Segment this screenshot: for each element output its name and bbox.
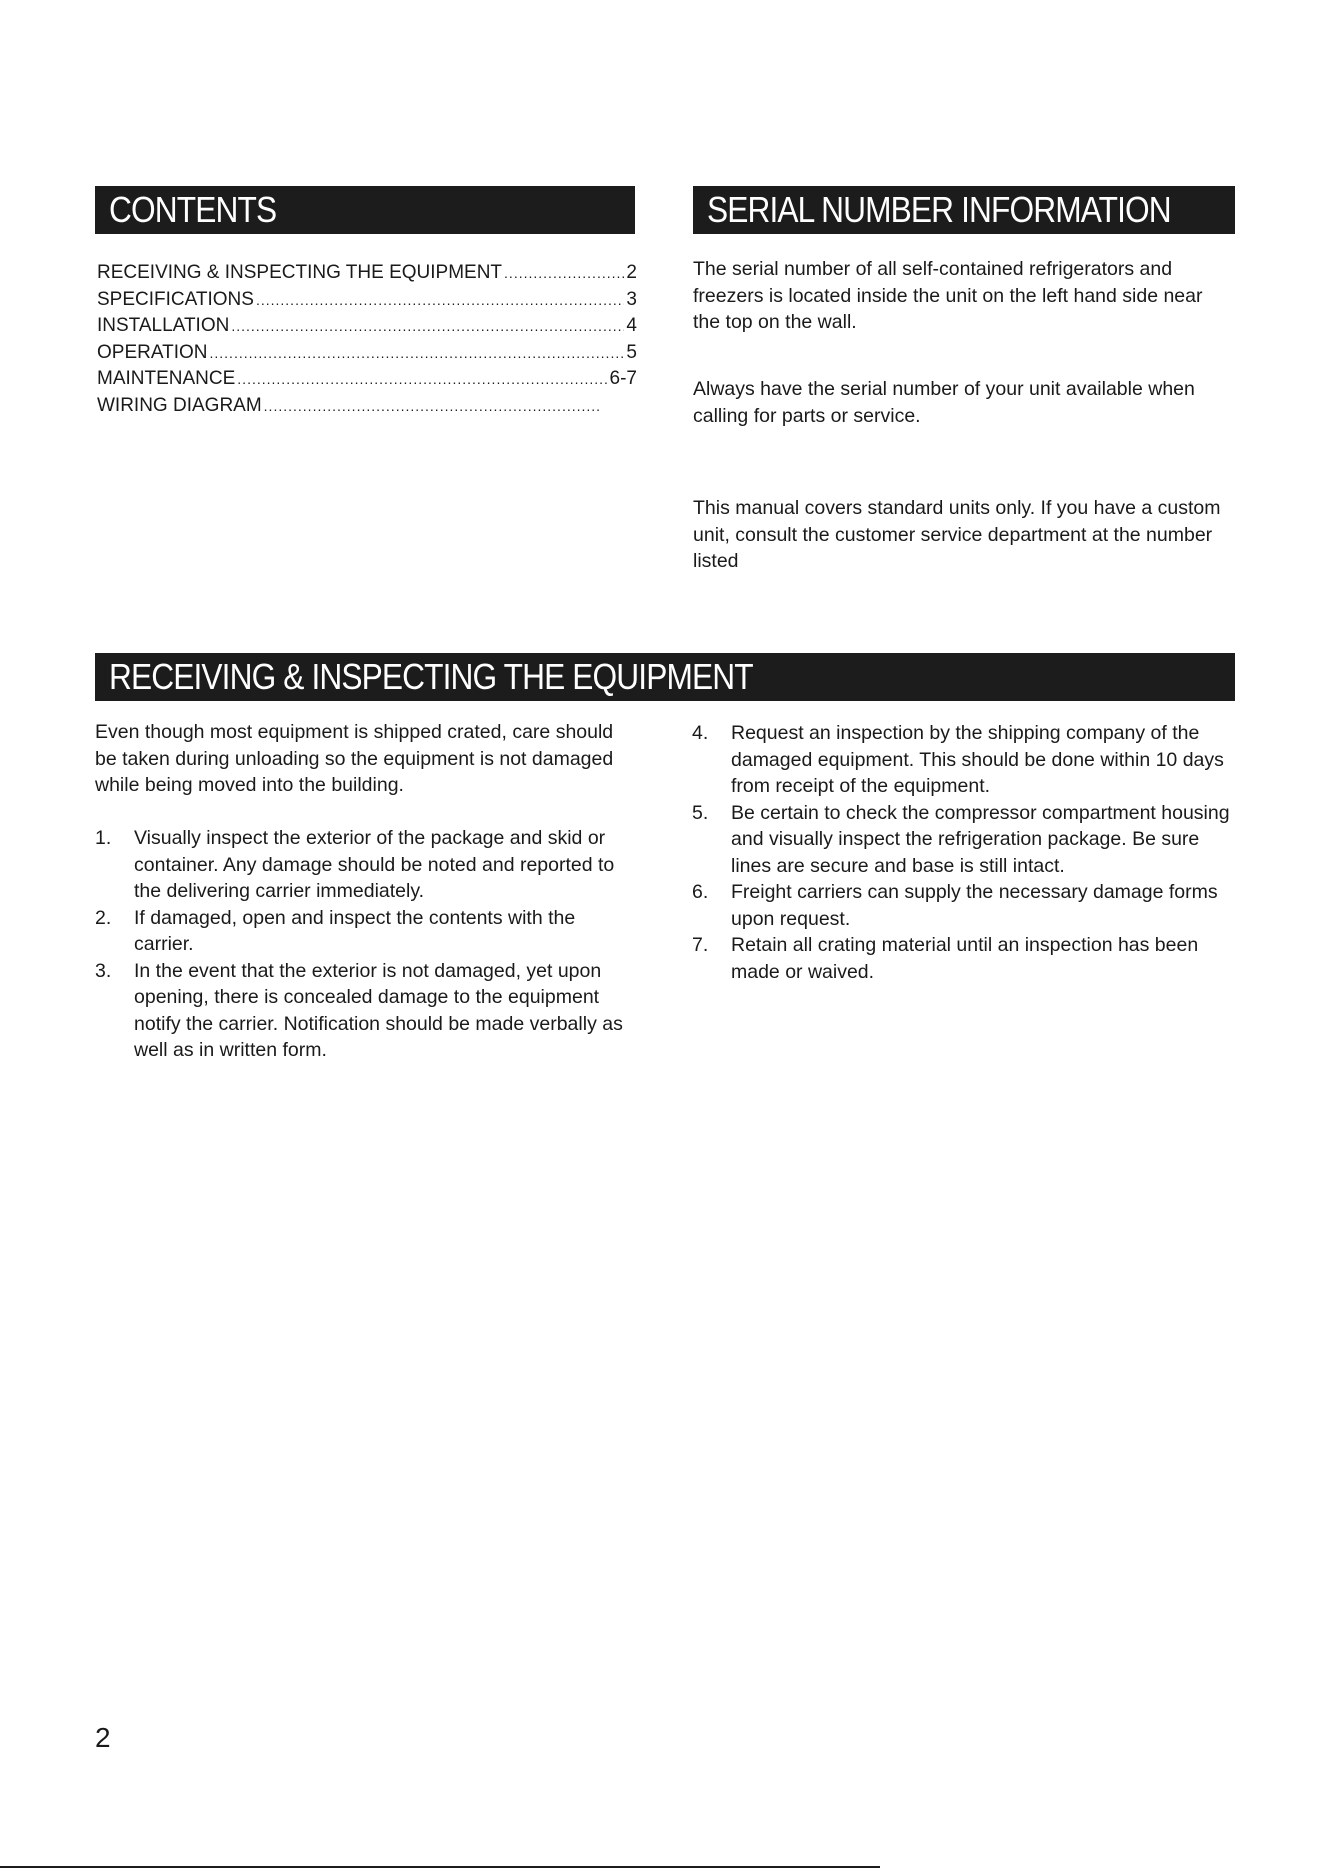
step-number: 3. xyxy=(95,959,112,982)
serial-paragraph: This manual covers standard units only. If you have a custom unit, consult the customer service department at the number listed xyxy=(693,497,1221,572)
toc-entry[interactable] xyxy=(97,393,601,420)
step-number: 7. xyxy=(692,934,709,956)
toc-entry-page: 3 xyxy=(626,288,637,310)
step-number: 6. xyxy=(692,881,709,903)
serial-paragraph: Always have the serial number of your unit available when calling for parts or service. xyxy=(693,378,1195,427)
step-text: In the event that the exterior is not damaged, yet upon opening, there is concealed damage to the equipment notify the carrier. Notification should be made verbally as well as in written form. xyxy=(134,959,623,1061)
list-item xyxy=(692,932,1237,985)
inspection-steps-left xyxy=(95,825,635,1064)
page-number: 2 xyxy=(95,1722,111,1753)
list-item xyxy=(95,825,635,905)
serial-heading: SERIAL NUMBER INFORMATION xyxy=(707,189,1171,230)
list-item xyxy=(692,720,1237,800)
toc-entry-page: 2 xyxy=(626,262,637,283)
serial-paragraph: The serial number of all self-contained refrigerators and freezers is located inside the unit on the left hand side near the top on the wall. xyxy=(693,258,1203,333)
toc-entry-page: 5 xyxy=(626,341,637,363)
step-number: 1. xyxy=(95,827,112,849)
list-item xyxy=(95,958,635,1064)
toc-leader xyxy=(237,366,607,393)
toc-entry-label: INSTALLATION xyxy=(97,315,230,336)
step-number: 2. xyxy=(95,906,112,929)
step-number: 4. xyxy=(692,722,709,744)
toc-leader xyxy=(210,340,625,367)
toc-entry-label: SPECIFICATIONS xyxy=(97,288,254,310)
contents-heading-bar xyxy=(95,186,635,234)
toc-entry-label: RECEIVING & INSPECTING THE EQUIPMENT xyxy=(97,262,503,283)
toc-entry-label: OPERATION xyxy=(97,341,208,363)
toc-entry[interactable] xyxy=(97,313,637,340)
toc-entry[interactable] xyxy=(97,340,637,367)
footer-divider xyxy=(0,1866,880,1868)
list-item xyxy=(95,905,635,958)
list-item xyxy=(692,800,1237,880)
toc-entry[interactable] xyxy=(97,287,637,314)
toc-entry[interactable] xyxy=(97,260,637,287)
toc-leader xyxy=(231,313,624,340)
toc-leader xyxy=(256,287,624,314)
toc-entry-page: 4 xyxy=(626,315,637,336)
step-text: Retain all crating material until an inspection has been made or waived. xyxy=(731,934,1199,983)
toc-entry-page: 6-7 xyxy=(609,368,637,389)
table-of-contents xyxy=(97,260,637,419)
toc-entry-label: WIRING DIAGRAM xyxy=(97,394,262,416)
toc-entry[interactable] xyxy=(97,366,637,393)
receiving-heading: RECEIVING & INSPECTING THE EQUIPMENT xyxy=(109,656,753,697)
receiving-heading-bar xyxy=(95,653,1235,701)
inspection-steps-right xyxy=(692,720,1237,985)
serial-heading-bar xyxy=(693,186,1235,234)
toc-leader xyxy=(504,260,624,287)
toc-entry-label: MAINTENANCE xyxy=(97,368,236,389)
step-text: If damaged, open and inspect the contents with the carrier. xyxy=(134,906,576,955)
contents-heading: CONTENTS xyxy=(109,189,277,230)
step-text: Freight carriers can supply the necessary damage forms upon request. xyxy=(731,881,1218,930)
step-text: Visually inspect the exterior of the package and skid or container. Any damage should be noted and reported to the delivering carrier immediately. xyxy=(134,827,615,902)
step-text: Be certain to check the compressor compartment housing and visually inspect the refrigeration package. Be sure lines are secure and base is still intact. xyxy=(731,801,1230,877)
toc-leader xyxy=(264,393,599,420)
receiving-intro: Even though most equipment is shipped crated, care should be taken during unloading so the equipment is not damaged while being moved into the building. xyxy=(95,721,614,796)
list-item xyxy=(692,879,1237,932)
step-number: 5. xyxy=(692,801,709,824)
step-text: Request an inspection by the shipping company of the damaged equipment. This should be done within 10 days from receipt of the equipment. xyxy=(731,722,1224,797)
